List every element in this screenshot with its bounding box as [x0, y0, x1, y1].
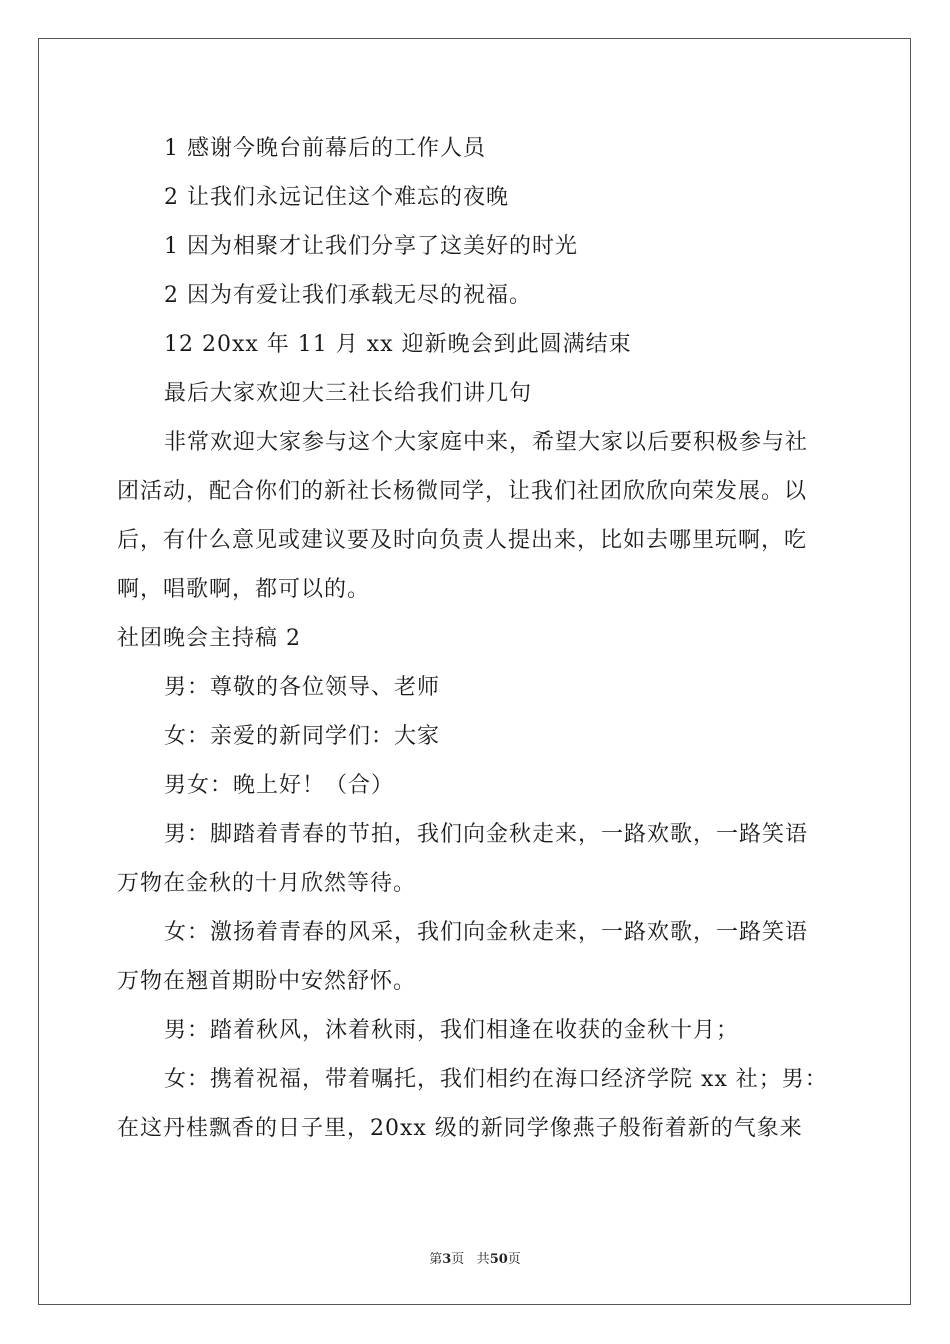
text-line: 万物在翘首期盼中安然舒怀。 [117, 969, 417, 994]
text-line: 2 因为有爱让我们承载无尽的祝福。 [164, 283, 532, 308]
text-line: 非常欢迎大家参与这个大家庭中来，希望大家以后要积极参与社 [164, 430, 809, 455]
text-line: 后，有什么意见或建议要及时向负责人提出来，比如去哪里玩啊，吃 [117, 528, 808, 553]
text-line: 女：亲爱的新同学们：大家 [164, 724, 441, 749]
text-line: 男：尊敬的各位领导、老师 [164, 675, 441, 700]
page-prefix: 第 [429, 1252, 443, 1267]
text-line: 12 20xx 年 11 月 xx 迎新晚会到此圆满结束 [164, 332, 632, 357]
text-line: 万物在金秋的十月欣然等待。 [117, 871, 417, 896]
text-line: 男女：晚上好！（合） [164, 773, 395, 798]
text-line: 团活动，配合你们的新社长杨微同学，让我们社团欣欣向荣发展。以 [117, 479, 808, 504]
page-footer [0, 1248, 950, 1267]
page-total: 50 [489, 1252, 508, 1267]
text-line: 男：踏着秋风，沐着秋雨，我们相逢在收获的金秋十月； [164, 1018, 740, 1043]
text-line: 社团晚会主持稿 2 [117, 626, 301, 651]
page-unit: 页 [451, 1252, 465, 1267]
text-line: 2 让我们永远记住这个难忘的夜晚 [164, 185, 509, 210]
document-body [117, 124, 837, 1153]
total-unit: 页 [507, 1252, 521, 1267]
text-line: 女：携着祝福，带着嘱托，我们相约在海口经济学院 xx 社；男： [164, 1067, 828, 1092]
text-line: 女：激扬着青春的风采，我们向金秋走来，一路欢歌，一路笑语 [164, 920, 809, 945]
text-line: 男：脚踏着青春的节拍，我们向金秋走来，一路欢歌，一路笑语 [164, 822, 809, 847]
text-line: 最后大家欢迎大三社长给我们讲几句 [164, 381, 533, 406]
text-line: 在这丹桂飘香的日子里，20xx 级的新同学像燕子般衔着新的气象来 [117, 1116, 803, 1141]
text-line: 1 感谢今晚台前幕后的工作人员 [164, 136, 486, 161]
text-line: 1 因为相聚才让我们分享了这美好的时光 [164, 234, 578, 259]
text-line: 啊，唱歌啊，都可以的。 [117, 577, 371, 602]
total-prefix: 共 [476, 1252, 490, 1267]
page-current: 3 [442, 1252, 452, 1267]
